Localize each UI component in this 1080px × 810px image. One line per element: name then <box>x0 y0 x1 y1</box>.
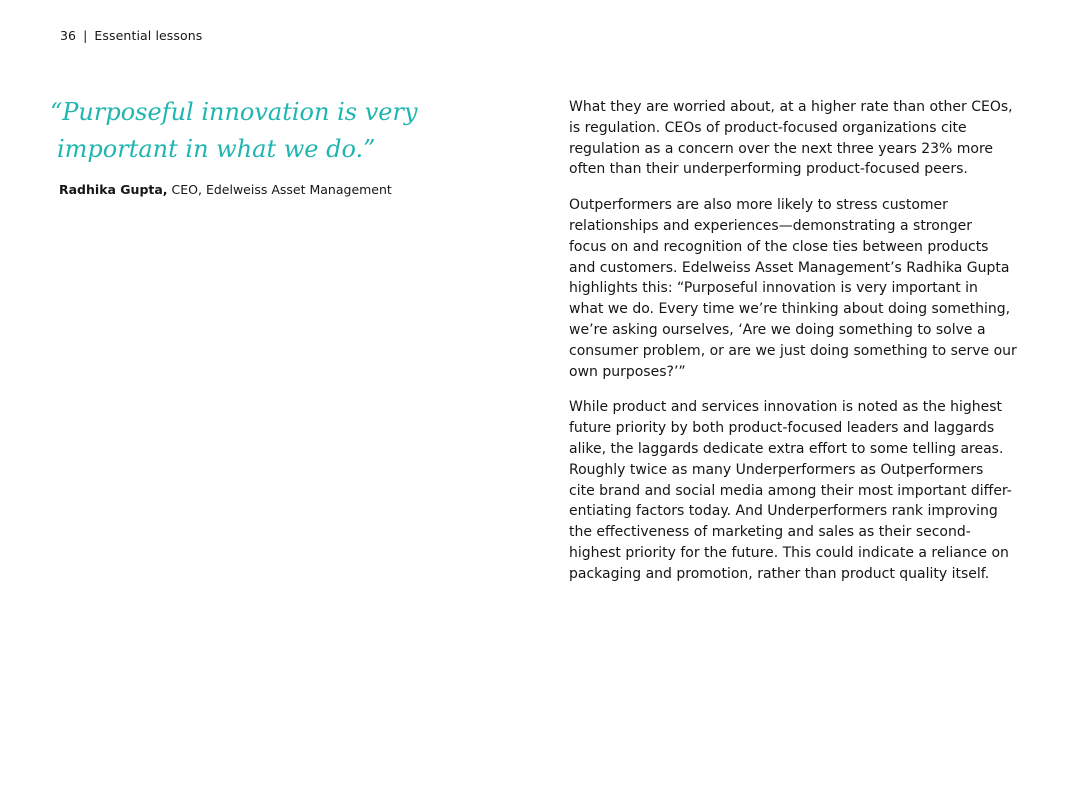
body-line: often than their underperforming product-focused peers. <box>569 161 968 178</box>
body-line: alike, the laggards dedicate extra effort to some telling areas. <box>569 440 1004 457</box>
pull-quote <box>50 94 470 168</box>
pull-quote-line: “Purposeful innovation is very <box>50 98 418 126</box>
body-line: What they are worried about, at a higher rate than other CEOs, <box>569 99 1013 115</box>
body-line: While product and services innovation is noted as the highest <box>569 399 1003 416</box>
page-number: 36 <box>60 28 77 43</box>
body-line: we’re asking ourselves, ‘Are we doing something to solve a <box>569 321 986 338</box>
body-line: focus on and recognition of the close ties between products <box>569 238 989 255</box>
body-line: entiating factors today. And Underperformers rank improving <box>569 503 998 520</box>
quote-attribution <box>59 182 392 197</box>
attribution-name: Radhika Gupta, <box>59 182 168 197</box>
body-line: Roughly twice as many Underperformers as Outperformers <box>569 461 984 478</box>
section-title: Essential lessons <box>94 28 203 43</box>
body-line: what we do. Every time we’re thinking about doing something, <box>569 301 1011 318</box>
body-line: is regulation. CEOs of product-focused organizations cite <box>569 119 967 136</box>
body-paragraph <box>569 97 1019 180</box>
body-line: Outperformers are also more likely to stress customer <box>569 197 948 214</box>
body-line: own purposes?’” <box>569 363 686 380</box>
body-line: cite brand and social media among their most important differ- <box>569 482 1012 499</box>
body-line: highlights this: “Purposeful innovation is very important in <box>569 280 978 297</box>
header-separator: | <box>83 28 88 43</box>
body-line: regulation as a concern over the next three years 23% more <box>569 140 994 157</box>
body-line: consumer problem, or are we just doing something to serve our <box>569 342 1017 359</box>
body-text-column <box>569 97 1019 600</box>
pull-quote-line: important in what we do.” <box>57 135 376 163</box>
body-line: and customers. Edelweiss Asset Management’s Radhika Gupta <box>569 259 1010 276</box>
page-header <box>60 28 202 43</box>
body-line: packaging and promotion, rather than product quality itself. <box>569 565 990 582</box>
body-paragraph <box>569 195 1019 382</box>
attribution-role: CEO, Edelweiss Asset Management <box>171 182 392 197</box>
body-paragraph <box>569 397 1019 584</box>
body-line: the effectiveness of marketing and sales as their second- <box>569 524 971 541</box>
body-line: relationships and experiences—demonstrating a stronger <box>569 217 972 234</box>
body-line: highest priority for the future. This could indicate a reliance on <box>569 544 1009 561</box>
body-line: future priority by both product-focused leaders and laggards <box>569 420 995 437</box>
